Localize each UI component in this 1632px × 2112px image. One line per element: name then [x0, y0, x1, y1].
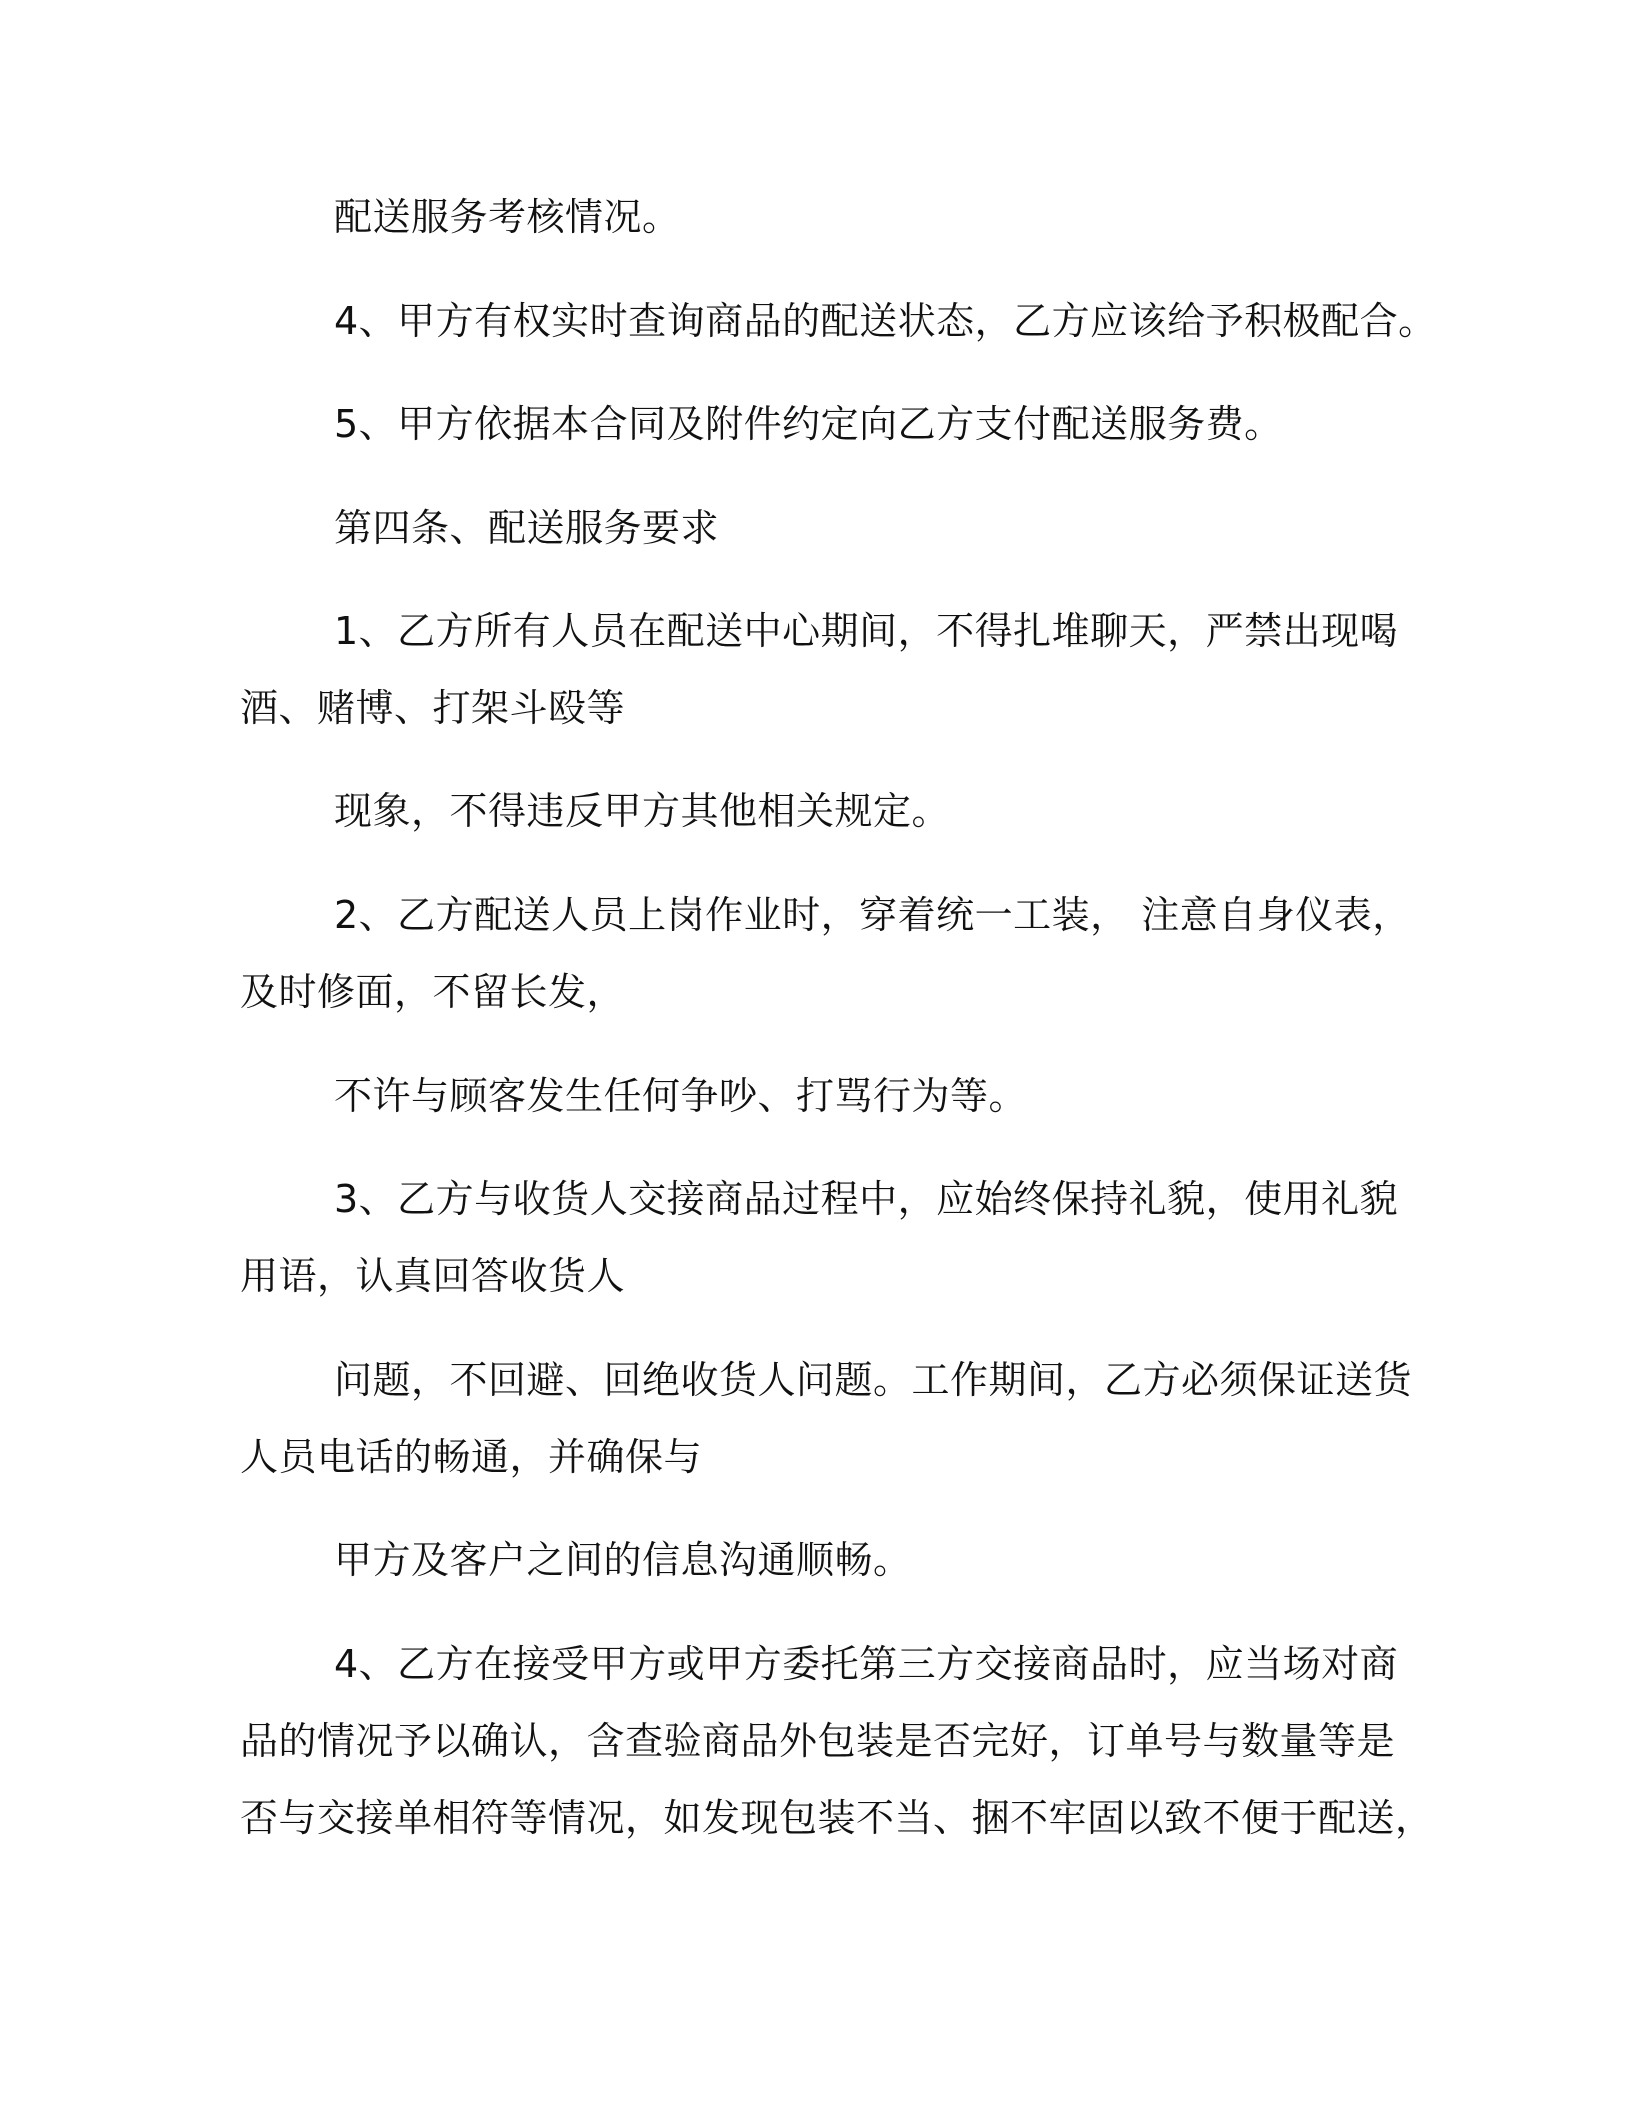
section-heading: 第四条、配送服务要求	[334, 506, 720, 550]
text-line: 2、乙方配送人员上岗作业时，穿着统一工装， 注意自身仪表，	[334, 893, 1411, 937]
text-line: 甲方及客户之间的信息沟通顺畅。	[334, 1538, 912, 1582]
text-line: 用语，认真回答收货人	[240, 1254, 626, 1298]
text-line: 酒、赌博、打架斗殴等	[240, 686, 626, 730]
text-line: 品的情况予以确认，含查验商品外包装是否完好，订单号与数量等是	[240, 1719, 1396, 1763]
text-line: 4、甲方有权实时查询商品的配送状态，乙方应该给予积极配合。	[334, 299, 1437, 343]
text-line: 不许与顾客发生任何争吵、打骂行为等。	[334, 1074, 1028, 1118]
text-line: 3、乙方与收货人交接商品过程中，应始终保持礼貌，使用礼貌	[334, 1177, 1399, 1221]
text-line: 配送服务考核情况。	[334, 195, 681, 239]
text-line: 现象，不得违反甲方其他相关规定。	[334, 789, 951, 833]
text-line: 否与交接单相符等情况，如发现包装不当、捆不牢固以致不便于配送，	[240, 1796, 1434, 1840]
text-line: 人员电话的畅通，并确保与	[240, 1435, 703, 1479]
text-line: 问题，不回避、回绝收货人问题。工作期间，乙方必须保证送货	[334, 1358, 1413, 1402]
text-line: 4、乙方在接受甲方或甲方委托第三方交接商品时，应当场对商	[334, 1642, 1399, 1686]
text-line: 及时修面，不留长发，	[240, 970, 626, 1014]
text-line: 5、甲方依据本合同及附件约定向乙方支付配送服务费。	[334, 402, 1283, 446]
text-line: 1、乙方所有人员在配送中心期间，不得扎堆聊天，严禁出现喝	[334, 609, 1399, 653]
